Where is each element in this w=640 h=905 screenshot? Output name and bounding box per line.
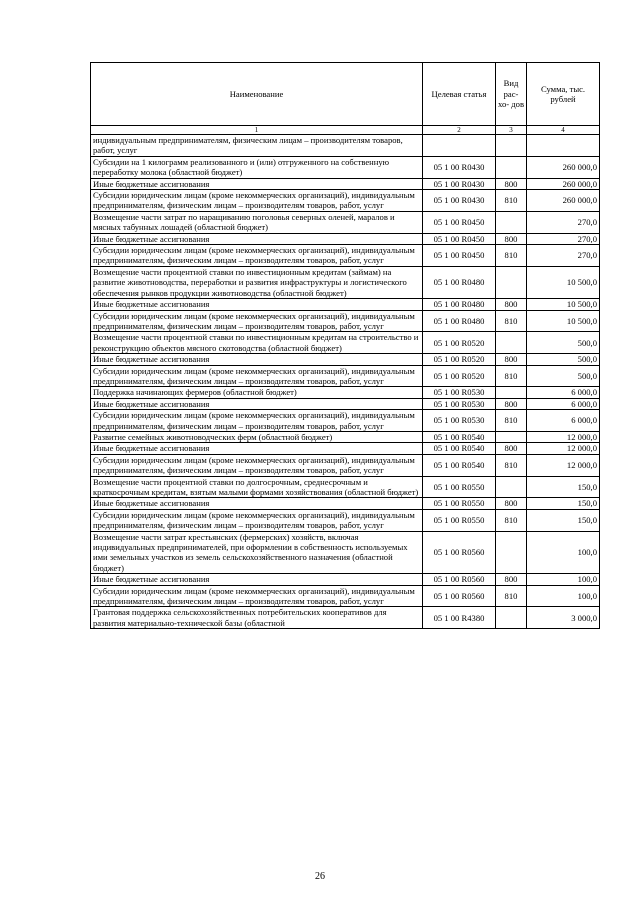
row-target-code: 05 1 00 R0540 xyxy=(423,443,496,454)
row-sum: 270,0 xyxy=(527,233,600,244)
row-target-code: 05 1 00 R0540 xyxy=(423,431,496,442)
row-name: индивидуальным предпринимателям, физическим лицам – производителям товаров, работ, услуг xyxy=(91,135,423,157)
table-row xyxy=(91,365,600,387)
row-sum: 260 000,0 xyxy=(527,178,600,189)
row-expense-type: 800 xyxy=(496,398,527,409)
row-target-code: 05 1 00 R0560 xyxy=(423,531,496,574)
header-target: Целевая статья xyxy=(423,63,496,126)
row-target-code: 05 1 00 R0550 xyxy=(423,498,496,509)
row-sum: 500,0 xyxy=(527,365,600,387)
row-sum: 260 000,0 xyxy=(527,190,600,212)
row-target-code: 05 1 00 R0430 xyxy=(423,178,496,189)
row-target-code: 05 1 00 R0450 xyxy=(423,211,496,233)
row-name: Иные бюджетные ассигнования xyxy=(91,354,423,365)
row-expense-type: 800 xyxy=(496,443,527,454)
table-row xyxy=(91,410,600,432)
row-name: Иные бюджетные ассигнования xyxy=(91,233,423,244)
row-target-code: 05 1 00 R0450 xyxy=(423,233,496,244)
row-target-code: 05 1 00 R0530 xyxy=(423,398,496,409)
row-expense-type: 810 xyxy=(496,454,527,476)
row-name: Иные бюджетные ассигнования xyxy=(91,443,423,454)
row-expense-type: 800 xyxy=(496,178,527,189)
row-sum: 500,0 xyxy=(527,332,600,354)
table-row xyxy=(91,607,600,629)
row-expense-type: 800 xyxy=(496,299,527,310)
row-sum: 6 000,0 xyxy=(527,410,600,432)
header-name: Наименование xyxy=(91,63,423,126)
row-name: Развитие семейных животноводческих ферм (областной бюджет) xyxy=(91,431,423,442)
row-name: Иные бюджетные ассигнования xyxy=(91,178,423,189)
row-name: Субсидии юридическим лицам (кроме некоммерческих организаций), индивидуальным предпринимателям, физическим лицам – производителям товаров, работ, услуг xyxy=(91,509,423,531)
table-row xyxy=(91,266,600,298)
row-sum: 150,0 xyxy=(527,498,600,509)
table-row xyxy=(91,454,600,476)
row-expense-type xyxy=(496,476,527,498)
row-name: Субсидии юридическим лицам (кроме некоммерческих организаций), индивидуальным предпринимателям, физическим лицам – производителям товаров, работ, услуг xyxy=(91,190,423,212)
row-expense-type xyxy=(496,211,527,233)
table-row xyxy=(91,585,600,607)
row-expense-type xyxy=(496,266,527,298)
row-expense-type xyxy=(496,607,527,629)
row-target-code: 05 1 00 R0560 xyxy=(423,574,496,585)
header-sum: Сумма, тыс. рублей xyxy=(527,63,600,126)
row-target-code: 05 1 00 R0560 xyxy=(423,585,496,607)
table-row xyxy=(91,509,600,531)
row-name: Поддержка начинающих фермеров (областной бюджет) xyxy=(91,387,423,398)
row-name: Возмещение части затрат крестьянских (фермерских) хозяйств, включая индивидуальных предпринимателей, при оформлении в собственность используемых ими земельных участков из земель сельскохозяйственного назначения (областной бюджет) xyxy=(91,531,423,574)
table-row xyxy=(91,233,600,244)
row-expense-type: 810 xyxy=(496,585,527,607)
row-expense-type: 810 xyxy=(496,190,527,212)
row-sum: 10 500,0 xyxy=(527,310,600,332)
row-sum: 3 000,0 xyxy=(527,607,600,629)
row-sum: 6 000,0 xyxy=(527,387,600,398)
row-target-code: 05 1 00 R0520 xyxy=(423,365,496,387)
row-name: Иные бюджетные ассигнования xyxy=(91,498,423,509)
row-target-code xyxy=(423,135,496,157)
table-row xyxy=(91,310,600,332)
row-sum: 270,0 xyxy=(527,211,600,233)
row-sum: 150,0 xyxy=(527,476,600,498)
row-target-code: 05 1 00 R4380 xyxy=(423,607,496,629)
column-number-row xyxy=(91,126,600,135)
row-name: Субсидии юридическим лицам (кроме некоммерческих организаций), индивидуальным предпринимателям, физическим лицам – производителям товаров, работ, услуг xyxy=(91,410,423,432)
column-number: 2 xyxy=(423,126,496,135)
row-expense-type xyxy=(496,531,527,574)
header-vid: Вид рас- хо- дов xyxy=(496,63,527,126)
table-row xyxy=(91,498,600,509)
row-name: Иные бюджетные ассигнования xyxy=(91,299,423,310)
row-expense-type: 810 xyxy=(496,245,527,267)
row-target-code: 05 1 00 R0430 xyxy=(423,190,496,212)
row-sum: 100,0 xyxy=(527,585,600,607)
row-name: Субсидии юридическим лицам (кроме некоммерческих организаций), индивидуальным предпринимателям, физическим лицам – производителям товаров, работ, услуг xyxy=(91,454,423,476)
row-sum: 10 500,0 xyxy=(527,299,600,310)
table-row xyxy=(91,135,600,157)
row-name: Субсидии на 1 килограмм реализованного и (или) отгруженного на собственную переработку молока (областной бюджет) xyxy=(91,156,423,178)
row-sum: 150,0 xyxy=(527,509,600,531)
row-expense-type: 810 xyxy=(496,509,527,531)
table-row xyxy=(91,387,600,398)
row-target-code: 05 1 00 R0450 xyxy=(423,245,496,267)
row-target-code: 05 1 00 R0530 xyxy=(423,387,496,398)
row-sum: 100,0 xyxy=(527,574,600,585)
table-row xyxy=(91,431,600,442)
row-name: Субсидии юридическим лицам (кроме некоммерческих организаций), индивидуальным предпринимателям, физическим лицам – производителям товаров, работ, услуг xyxy=(91,365,423,387)
row-name: Субсидии юридическим лицам (кроме некоммерческих организаций), индивидуальным предпринимателям, физическим лицам – производителям товаров, работ, услуг xyxy=(91,585,423,607)
row-expense-type: 800 xyxy=(496,498,527,509)
page-number: 26 xyxy=(315,871,325,882)
table-row xyxy=(91,476,600,498)
row-sum: 260 000,0 xyxy=(527,156,600,178)
row-target-code: 05 1 00 R0530 xyxy=(423,410,496,432)
table-row xyxy=(91,178,600,189)
row-target-code: 05 1 00 R0520 xyxy=(423,332,496,354)
row-sum xyxy=(527,135,600,157)
row-name: Возмещение части процентной ставки по инвестиционным кредитам на строительство и реконструкцию объектов мясного скотоводства (областной бюджет) xyxy=(91,332,423,354)
column-number: 3 xyxy=(496,126,527,135)
row-target-code: 05 1 00 R0550 xyxy=(423,476,496,498)
row-expense-type: 810 xyxy=(496,365,527,387)
row-target-code: 05 1 00 R0480 xyxy=(423,266,496,298)
row-name: Субсидии юридическим лицам (кроме некоммерческих организаций), индивидуальным предпринимателям, физическим лицам – производителям товаров, работ, услуг xyxy=(91,310,423,332)
table-row xyxy=(91,398,600,409)
table-row xyxy=(91,299,600,310)
column-number: 1 xyxy=(91,126,423,135)
table-row xyxy=(91,245,600,267)
row-expense-type xyxy=(496,332,527,354)
row-target-code: 05 1 00 R0480 xyxy=(423,299,496,310)
table-row xyxy=(91,156,600,178)
row-expense-type xyxy=(496,156,527,178)
row-sum: 270,0 xyxy=(527,245,600,267)
row-sum: 12 000,0 xyxy=(527,454,600,476)
row-sum: 12 000,0 xyxy=(527,443,600,454)
row-target-code: 05 1 00 R0520 xyxy=(423,354,496,365)
table-row xyxy=(91,190,600,212)
row-target-code: 05 1 00 R0540 xyxy=(423,454,496,476)
row-name: Субсидии юридическим лицам (кроме некоммерческих организаций), индивидуальным предпринимателям, физическим лицам – производителям товаров, работ, услуг xyxy=(91,245,423,267)
row-sum: 100,0 xyxy=(527,531,600,574)
row-name: Возмещение части процентной ставки по инвестиционным кредитам (займам) на развитие животноводства, переработки и развития инфраструктуры и логистического обеспечения рынков продукции животноводства (областной бюджет) xyxy=(91,266,423,298)
row-target-code: 05 1 00 R0550 xyxy=(423,509,496,531)
row-expense-type: 800 xyxy=(496,233,527,244)
row-expense-type: 800 xyxy=(496,354,527,365)
table-row xyxy=(91,332,600,354)
row-target-code: 05 1 00 R0430 xyxy=(423,156,496,178)
row-expense-type xyxy=(496,431,527,442)
row-sum: 10 500,0 xyxy=(527,266,600,298)
row-expense-type: 810 xyxy=(496,410,527,432)
row-expense-type: 800 xyxy=(496,574,527,585)
row-name: Грантовая поддержка сельскохозяйственных потребительских кооперативов для развития материально-технической базы (областной xyxy=(91,607,423,629)
row-expense-type xyxy=(496,135,527,157)
column-number: 4 xyxy=(527,126,600,135)
table-body xyxy=(91,135,600,629)
row-name: Возмещение части процентной ставки по долгосрочным, среднесрочным и краткосрочным кредитам, взятым малыми формами хозяйствования (областной бюджет) xyxy=(91,476,423,498)
table-row xyxy=(91,443,600,454)
table-header-row xyxy=(91,63,600,126)
table-row xyxy=(91,211,600,233)
row-sum: 500,0 xyxy=(527,354,600,365)
row-sum: 6 000,0 xyxy=(527,398,600,409)
row-name: Иные бюджетные ассигнования xyxy=(91,398,423,409)
row-sum: 12 000,0 xyxy=(527,431,600,442)
row-name: Возмещение части затрат по наращиванию поголовья северных оленей, маралов и мясных табунных лошадей (областной бюджет) xyxy=(91,211,423,233)
table-row xyxy=(91,531,600,574)
table-row xyxy=(91,354,600,365)
table-row xyxy=(91,574,600,585)
row-expense-type xyxy=(496,387,527,398)
budget-table xyxy=(90,62,600,629)
row-target-code: 05 1 00 R0480 xyxy=(423,310,496,332)
row-name: Иные бюджетные ассигнования xyxy=(91,574,423,585)
row-expense-type: 810 xyxy=(496,310,527,332)
